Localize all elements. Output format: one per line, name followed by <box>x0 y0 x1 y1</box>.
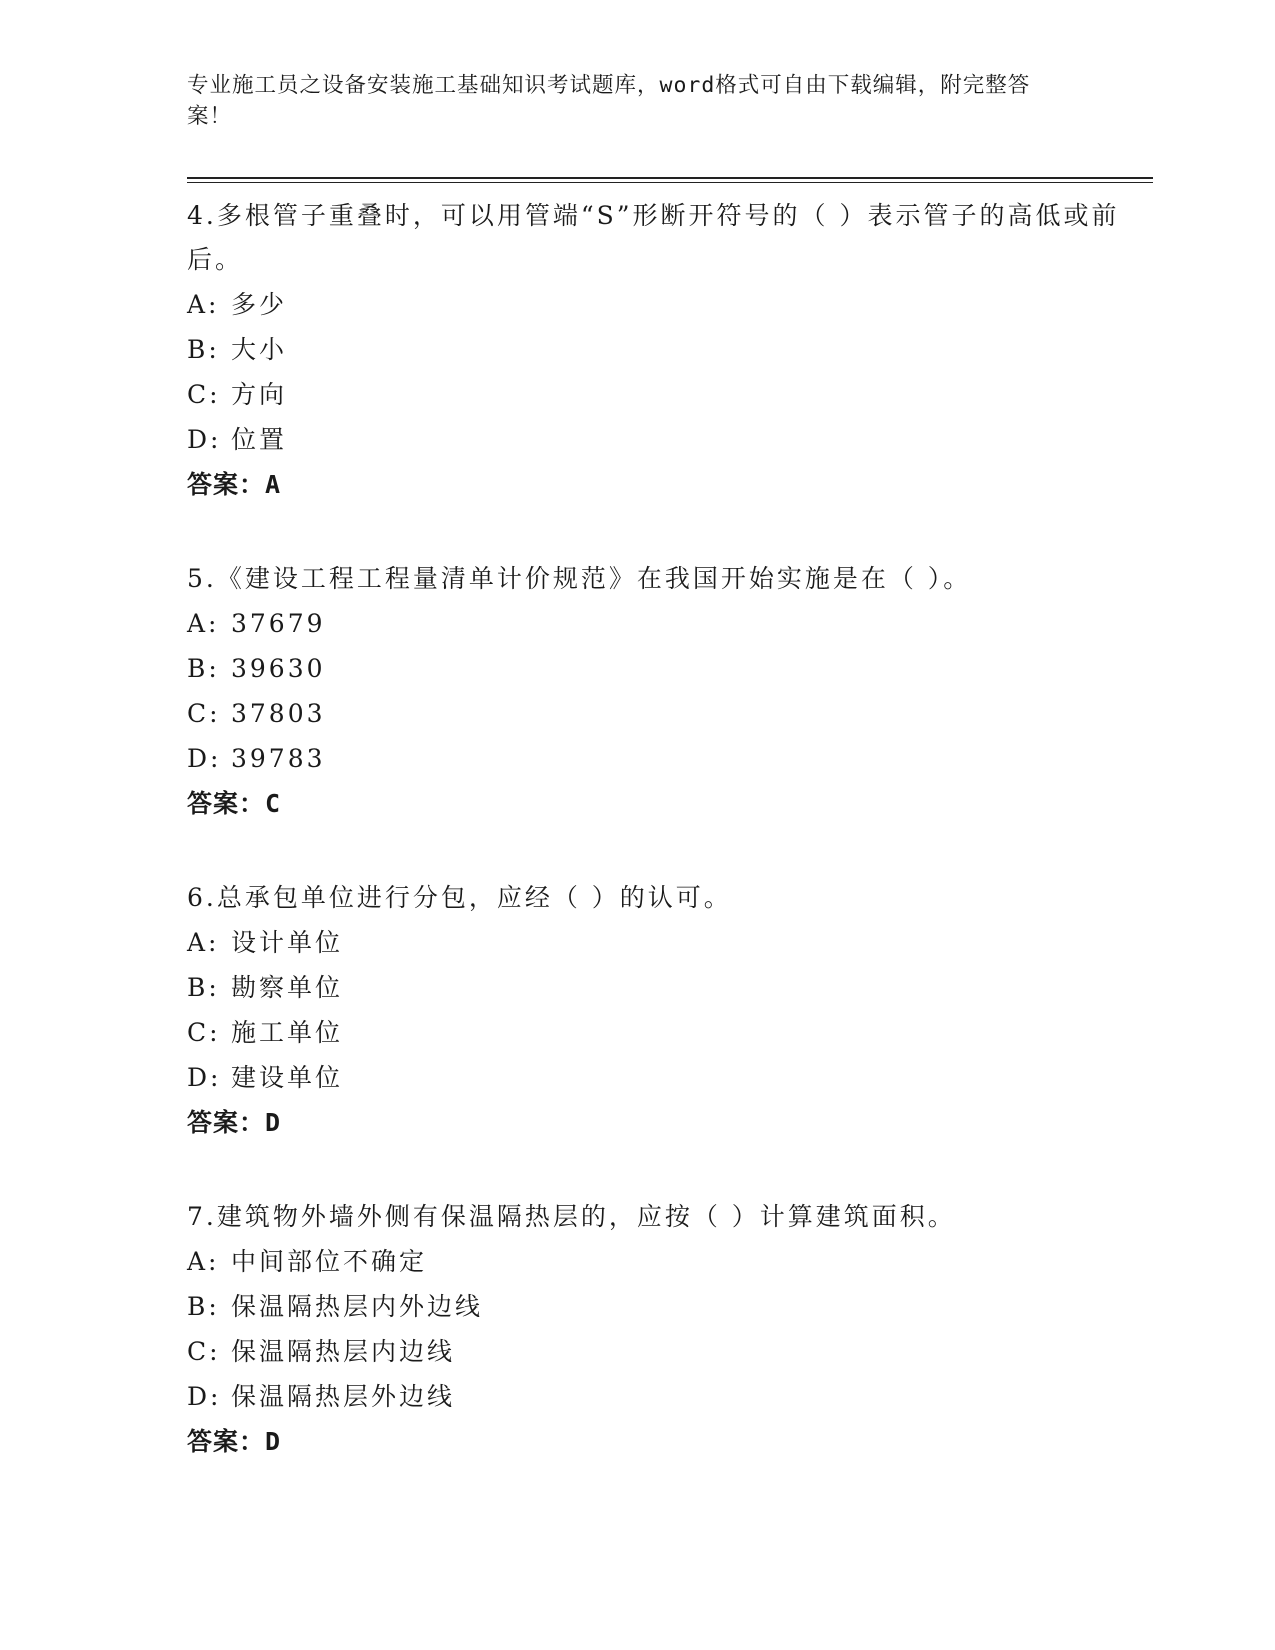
option-text: 勘察单位 <box>231 973 344 1002</box>
option-a <box>187 920 1127 965</box>
option-label: C: <box>187 1337 221 1366</box>
option-label: B: <box>187 335 220 364</box>
answer-line: 答案：D <box>187 1108 282 1137</box>
header-divider-thin <box>187 182 1153 183</box>
option-text: 37803 <box>231 699 326 728</box>
option-label: B: <box>187 1292 220 1321</box>
answer-line: 答案：D <box>187 1427 282 1456</box>
question-5 <box>187 556 1127 827</box>
header-divider <box>187 177 1153 179</box>
option-text: 保温隔热层内边线 <box>231 1337 456 1366</box>
option-c <box>187 1329 1127 1374</box>
option-label: D: <box>187 744 222 773</box>
option-label: D: <box>187 425 222 454</box>
option-c <box>187 691 1127 736</box>
option-b <box>187 965 1127 1010</box>
option-text: 保温隔热层内外边线 <box>231 1292 484 1321</box>
question-4 <box>187 193 1127 508</box>
option-text: 位置 <box>231 425 288 454</box>
option-text: 中间部位不确定 <box>231 1247 428 1276</box>
option-text: 施工单位 <box>231 1018 344 1047</box>
option-text: 37679 <box>231 609 326 638</box>
question-stem: 5.《建设工程工程量清单计价规范》在我国开始实施是在（ ）。 <box>187 564 972 593</box>
option-label: C: <box>187 380 221 409</box>
option-b <box>187 1284 1127 1329</box>
option-text: 建设单位 <box>231 1063 344 1092</box>
question-6 <box>187 875 1127 1146</box>
question-stem: 4.多根管子重叠时，可以用管端“S”形断开符号的（ ）表示管子的高低或前后。 <box>187 201 1120 274</box>
option-label: C: <box>187 1018 221 1047</box>
question-stem: 6.总承包单位进行分包，应经（ ）的认可。 <box>187 883 732 912</box>
option-a <box>187 282 1127 327</box>
option-b <box>187 327 1127 372</box>
question-stem: 7.建筑物外墙外侧有保温隔热层的，应按（ ）计算建筑面积。 <box>187 1202 956 1231</box>
option-text: 设计单位 <box>231 928 344 957</box>
option-text: 大小 <box>231 335 288 364</box>
document-header: 专业施工员之设备安装施工基础知识考试题库，word格式可自由下载编辑，附完整答案！ <box>187 73 1031 129</box>
question-list <box>187 193 1127 1513</box>
option-c <box>187 372 1127 417</box>
option-label: B: <box>187 973 220 1002</box>
option-label: A: <box>187 290 220 319</box>
option-d <box>187 417 1127 462</box>
option-d <box>187 1055 1127 1100</box>
answer-line: 答案：C <box>187 789 282 818</box>
option-text: 保温隔热层外边线 <box>231 1382 456 1411</box>
option-label: B: <box>187 654 220 683</box>
option-label: D: <box>187 1063 222 1092</box>
option-label: A: <box>187 928 220 957</box>
option-text: 39783 <box>231 744 326 773</box>
option-label: A: <box>187 609 220 638</box>
option-text: 方向 <box>231 380 288 409</box>
option-label: A: <box>187 1247 220 1276</box>
option-c <box>187 1010 1127 1055</box>
option-d <box>187 1374 1127 1419</box>
question-7 <box>187 1194 1127 1465</box>
option-a <box>187 1239 1127 1284</box>
answer-line: 答案：A <box>187 470 282 499</box>
option-text: 多少 <box>231 290 288 319</box>
option-label: D: <box>187 1382 222 1411</box>
option-a <box>187 601 1127 646</box>
option-label: C: <box>187 699 221 728</box>
option-b <box>187 646 1127 691</box>
option-text: 39630 <box>231 654 326 683</box>
option-d <box>187 736 1127 781</box>
